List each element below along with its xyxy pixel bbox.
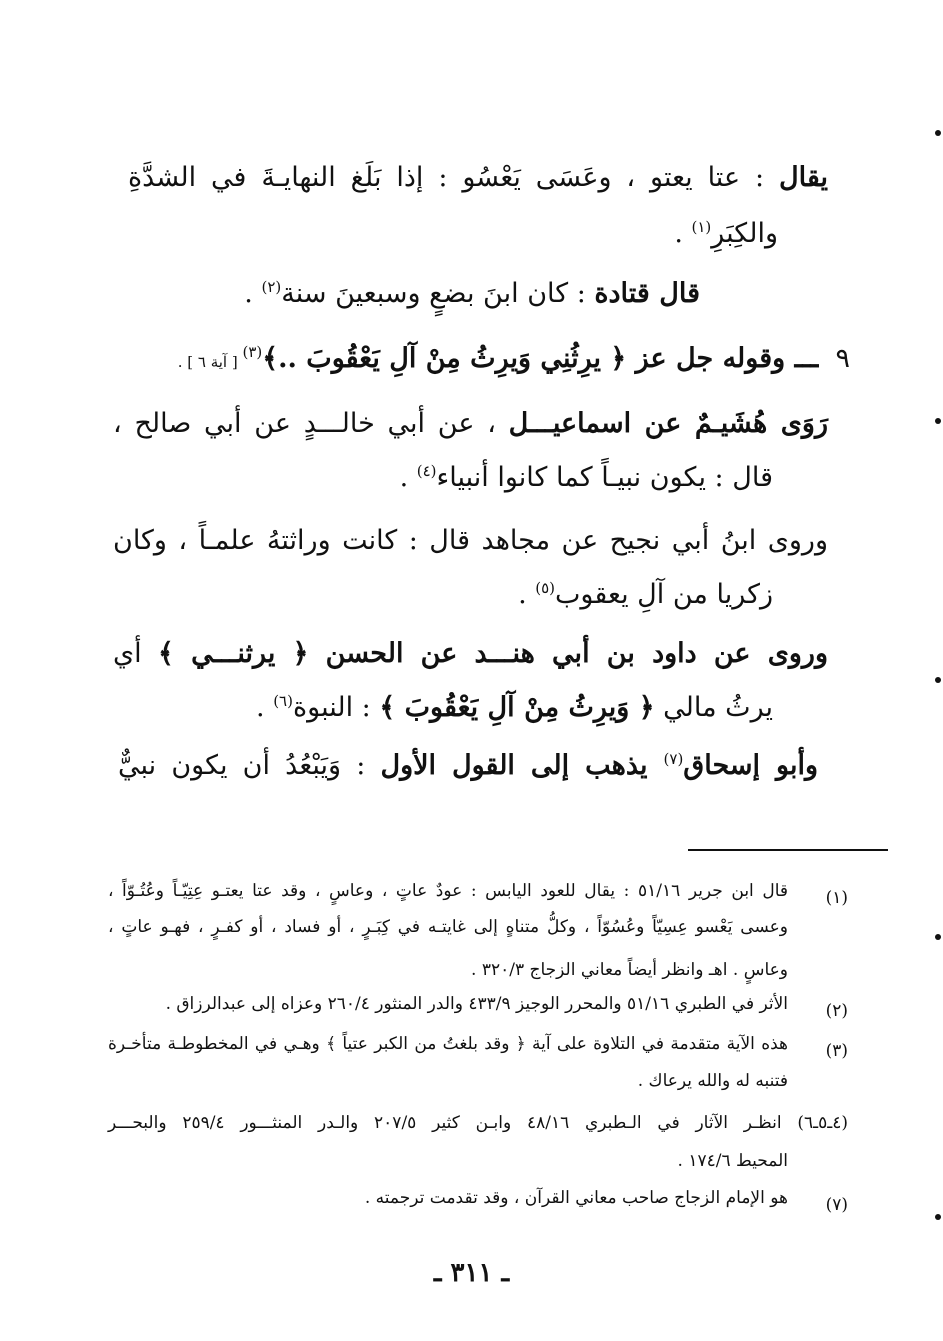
footnote-number: (١) xyxy=(825,888,848,908)
footnote-number: (٤ـ٥ـ٦) xyxy=(797,1113,848,1133)
text-line xyxy=(113,404,828,444)
footnote-line: قال ابن جرير ٥١/١٦ : يقال للعود اليابس : عودٌ عاتٍ ، وعاسٍ ، وقد عتا يعتـو عِتِيّـاً وعُتُـوّاً ، xyxy=(108,881,788,901)
text-run: . xyxy=(399,462,417,493)
text-line xyxy=(128,158,828,198)
text-bold: وأبو إسحاق xyxy=(683,750,818,781)
text-run: قال : يكون نبيـاً كما كانوا أنبياء xyxy=(436,462,773,493)
text-run: وروى ابنُ أبي نجيح عن مجاهد قال : كانت وراثتهُ علمـاً ، وكان xyxy=(113,525,828,556)
footnote-ref: (٢) xyxy=(261,278,282,296)
text-line xyxy=(244,274,700,314)
text-bold: قال قتادة xyxy=(594,278,700,309)
text-run: [ آية ٦ ] . xyxy=(177,353,243,371)
footnote-ref: (٥) xyxy=(535,579,556,597)
footnote-line: المحيط ١٧٤/٦ . xyxy=(677,1151,788,1171)
footnote-line: فتنبه له والله يرعاك . xyxy=(637,1071,788,1091)
footnote-ref: (٤) xyxy=(416,462,437,480)
text-run: : وَيَبْعُدُ أن يكون نبيٌّ xyxy=(118,750,381,781)
text-line xyxy=(256,688,773,728)
footnote-ref: (٣) xyxy=(242,343,263,361)
text-run: . xyxy=(518,579,536,610)
text-bold: يذهب إلى القول الأول xyxy=(380,750,664,781)
text-bold: ـــ وقوله جل عز ﴿ يرِثُنِي وَيرِثُ مِنْ آلِ يَعْقُوبَ ..﴾ xyxy=(262,343,819,374)
text-run: أي xyxy=(113,638,159,669)
text-run: : عتا يعتو ، وعَسَى يَعْسُو : إذا بَلَغ النهايـةَ في الشدَّةِ xyxy=(128,162,779,193)
text-bold: وروى عن داود بن أبي هنـــد عن الحسن ﴿ يرثنـــي ﴾ xyxy=(158,638,828,669)
text-run: . xyxy=(244,278,262,309)
footnote-line: هذه الآية متقدمة في التلاوة على آية ﴿ وقد بلغتُ من الكبر عتياً ﴾ وهـي في المخطوطـة متأخـرة xyxy=(108,1034,788,1054)
footnote-line xyxy=(108,1108,848,1138)
text-bold: يقال xyxy=(778,162,828,193)
footnote-number: (٢) xyxy=(825,1001,848,1021)
footnote-number: (٣) xyxy=(825,1041,848,1061)
footnote-ref: (٦) xyxy=(273,692,293,710)
page-number: ـ ٣١١ ـ xyxy=(433,1258,510,1288)
text-bold: ﴿ وَيرِثُ مِنْ آلِ يَعْقُوبَ ﴾ xyxy=(379,692,655,723)
text-run: يرثُ مالي xyxy=(654,692,773,723)
footnote-line: الأثر في الطبري ٥١/١٦ والمحرر الوجيز ٤٣٣/٩ والدر المنثور ٢٦٠/٤ وعزاه إلى عبدالرزاق . xyxy=(165,994,788,1014)
text-line xyxy=(178,339,850,382)
text-run: . xyxy=(674,218,692,249)
scan-mark xyxy=(935,130,941,136)
text-run: . xyxy=(256,692,274,723)
verse-number: ٩ xyxy=(835,343,850,374)
footnote-ref: (١) xyxy=(691,218,712,236)
text-run: : النبوة xyxy=(292,692,380,723)
footnote-ref: (٧) xyxy=(663,750,684,768)
text-run: : كان ابنَ بضعٍ وسبعينَ سنة xyxy=(281,278,595,309)
scan-mark xyxy=(935,1214,941,1220)
text-line xyxy=(113,634,828,674)
footnote-separator xyxy=(688,849,888,851)
text-run: ، عن أبي خالـــدٍ عن أبي صالح ، xyxy=(113,408,509,439)
scan-mark xyxy=(935,418,941,424)
text-line xyxy=(113,521,828,561)
footnote-line: وعسى يَعْسو عِسِيّاً وعُسُوّاً ، وكلُّ متناهٍ إلى غايتـه في كِبَـرٍ ، أو فساد ، أو كفـرٍ ، فهـو عاتٍ ، xyxy=(108,917,788,937)
scan-mark xyxy=(935,934,941,940)
footnote-number: (٧) xyxy=(825,1195,848,1215)
footnote-line: وعاسٍ . اهـ وانظر أيضاً معاني الزجاج ٣٢٠/٣ . xyxy=(471,960,788,980)
text-run: والكِبَرِ xyxy=(711,218,778,249)
text-line xyxy=(400,458,773,498)
footnote-text: انظـر الآثار في الـطبري ٤٨/١٦ وابـن كثير ٢٠٧/٥ والـدر المنثـــور ٢٥٩/٤ والبحـــر xyxy=(108,1113,782,1133)
text-bold: رَوَى هُشَيـمٌ عن اسماعيـــل xyxy=(508,408,829,439)
text-line xyxy=(518,575,773,615)
text-line xyxy=(118,746,818,786)
text-line xyxy=(674,214,778,254)
scan-mark xyxy=(935,677,941,683)
text-run: زكريا من آلِ يعقوب xyxy=(555,579,773,610)
footnote-line: هو الإمام الزجاج صاحب معاني القرآن ، وقد تقدمت ترجمته . xyxy=(364,1188,788,1208)
